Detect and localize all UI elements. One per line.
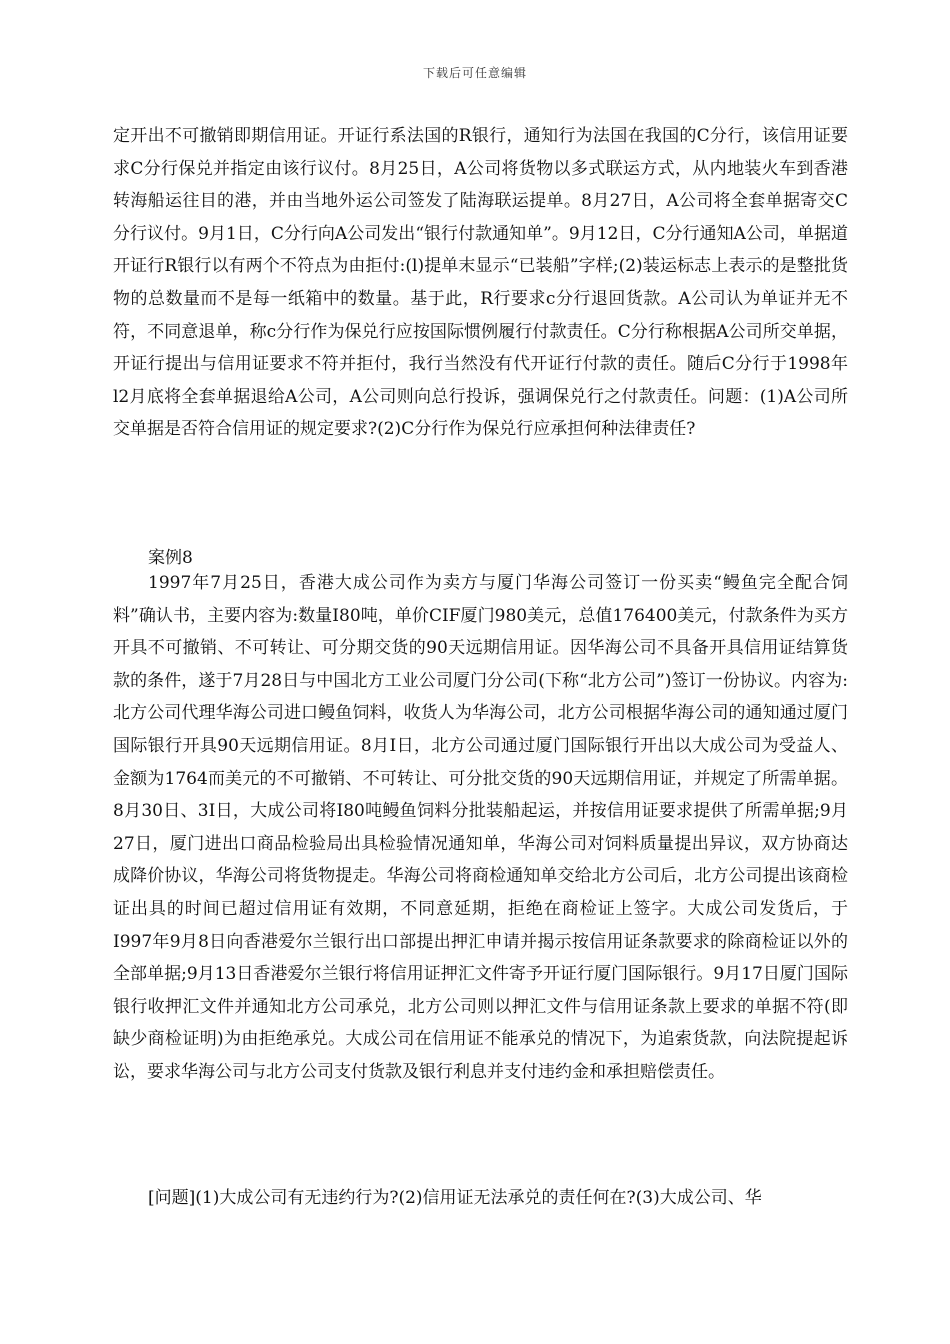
page-header: 下载后可任意编辑 bbox=[422, 66, 527, 80]
case-8-questions: [问题](1)大成公司有无违约行为?(2)信用证无法承兑的责任何在?(3)大成公司、华 bbox=[148, 1188, 762, 1208]
case-8-paragraph: 1997年7月25日，香港大成公司作为卖方与厦门华海公司签订一份买卖“鳗鱼完全配合饲料”确认书，主要内容为:数量I80吨，单价CIF厦门980美元，总值176400美元，付款条件为买方开具不可撤销、不可转让、可分期交货的90天远期信用证。因华海公司不具备开具信用证结算货款的条件，遂于7月28日与中国北方工业公司厦门分公司(下称“北方公司”)签订一份协议。内容为:北方公司代理华海公司进口鳗鱼饲料，收货人为华海公司，北方公司根据华海公司的通知通过厦门国际银行开具90天远期信用证。8月I日，北方公司通过厦门国际银行开出以大成公司为受益人、金额为1764而美元的不可撤销、不可转让、可分批交货的90天远期信用证，并规定了所需单据。8月30日、3I日，大成公司将I80吨鳗鱼饲料分批装船起运，并按信用证要求提供了所需单据;9月27日，厦门进出口商品检验局出具检验情况通知单，华海公司对饲料质量提出异议，双方协商达成降价协议，华海公司将货物提走。华海公司将商检通知单交给北方公司后，北方公司提出该商检证出具的时间已超过信用证有效期，不同意延期，拒绝在商检证上签字。大成公司发货后，于I997年9月8日向香港爱尔兰银行出口部提出押汇申请并揭示按信用证条款要求的除商检证以外的全部单据;9月13日香港爱尔兰银行将信用证押汇文件寄予开证行厦门国际银行。9月17日厦门国际银行收押汇文件并通知北方公司承兑，北方公司则以押汇文件与信用证条款上要求的单据不符(即缺少商检证明)为由拒绝承兑。大成公司在信用证不能承兑的情况下，为追索货款，向法院提起诉讼，要求华海公司与北方公司支付货款及银行利息并支付违约金和承担赔偿责任。 bbox=[113, 573, 848, 1082]
case-7-paragraph: 定开出不可撤销即期信用证。开证行系法国的R银行，通知行为法国在我国的C分行，该信用证要求C分行保兑并指定由该行议付。8月25日，A公司将货物以多式联运方式，从内地装火车到香港转海船运往目的港，并由当地外运公司签发了陆海联运提单。8月27日，A公司将全套单据寄交C分行议付。9月1日，C分行向A公司发出“银行付款通知单”。9月12日，C分行通知A公司，单据道开证行R银行以有两个不符点为由拒付:(l)提单末显示“已装船”字样;(2)装运标志上表示的是整批货物的总数量而不是每一纸箱中的数量。基于此，R行要求c分行退回货款。A公司认为单证并无不符，不同意退单，称c分行作为保兑行应按国际惯例履行付款责任。C分行称根据A公司所交单据，开证行提出与信用证要求不符并拒付，我行当然没有代开证行付款的责任。随后C分行于1998年l2月底将全套单据退给A公司，A公司则向总行投诉，强调保兑行之付款责任。问题：(1)A公司所交单据是否符合信用证的规定要求?(2)C分行作为保兑行应承担何种法律责任? bbox=[113, 126, 848, 440]
case-8-heading: 案例8 bbox=[148, 548, 193, 568]
